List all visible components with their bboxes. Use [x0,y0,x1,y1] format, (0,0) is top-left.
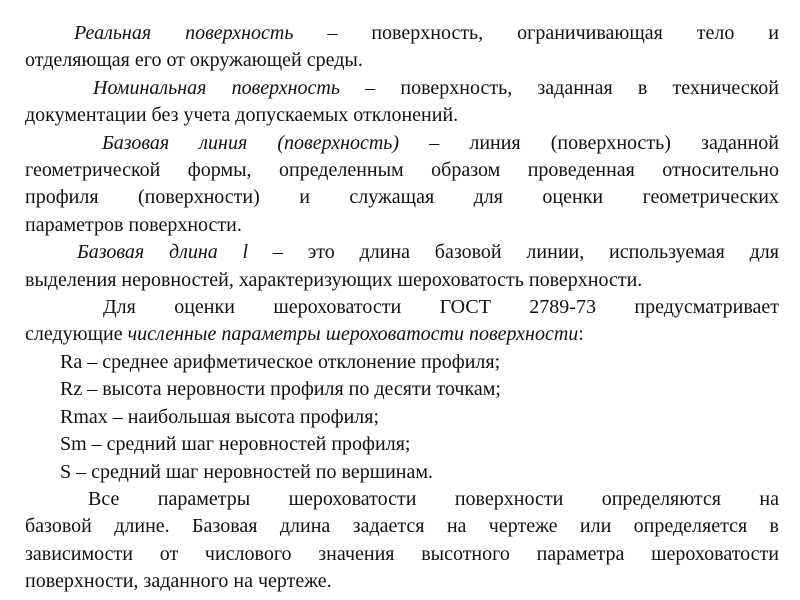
emphasis-numeric-parameters: численные параметры шероховатости поверхности [127,323,579,346]
paragraph-nominal-surface [25,75,779,130]
text-line [25,294,779,321]
paragraph-real-surface [25,20,779,75]
text-line [25,130,779,157]
paragraph-base-length [25,239,779,294]
definition-text: – линия (поверхность) заданной [399,131,779,154]
definition-text: документации без учета допускаемых отклонений. [25,104,459,127]
gost-text: : [578,323,584,346]
definition-text: – это длина базовой линии, используемая для [248,241,779,264]
definition-text: отделяющая его от окружающей среды. [25,49,363,72]
parameter-item-rmax [25,404,779,431]
parameter-text: Rmax – наибольшая высота профиля; [60,405,380,428]
text-line [25,102,779,129]
parameter-item-rz [25,376,779,403]
text-line [25,541,779,568]
term-real-surface: Реальная поверхность [74,22,294,44]
paragraph-gost [25,294,779,349]
parameter-item-sm [25,431,779,458]
text-line [25,321,779,348]
definition-text: профиля (поверхности) и служащая для оценки геометрических [25,186,779,209]
text-line [25,75,779,102]
closing-text: поверхности, заданного на чертеже. [25,570,332,593]
text-line [25,267,779,294]
text-line [25,486,779,513]
parameter-text: S – средний шаг неровностей по вершинам. [60,460,434,483]
text-line [25,212,779,239]
paragraph-closing [25,486,779,596]
term-nominal-surface: Номинальная поверхность [93,76,340,99]
parameter-text: Rz – высота неровности профиля по десяти точкам; [60,378,501,401]
parameter-text: Sm – средний шаг неровностей профиля; [60,433,411,456]
definition-text: – поверхность, ограничивающая тело и [293,22,779,44]
text-line [25,184,779,211]
definition-text: – поверхность, заданная в технической [339,76,779,99]
parameter-list [25,349,779,486]
term-base-line: Базовая линия (поверхность) [102,131,400,154]
text-line [25,47,779,74]
parameter-item-ra [25,349,779,376]
term-base-length: Базовая длина l [77,241,249,264]
text-line [25,239,779,266]
gost-text: Для оценки шероховатости ГОСТ 2789-73 предусматривает [103,296,779,319]
closing-text: Все параметры шероховатости поверхности определяются на [88,487,779,510]
definition-text: геометрической формы, определенным образом проведенная относительно [25,159,779,182]
text-line [25,513,779,540]
definition-text: параметров поверхности. [25,213,242,236]
text-line [25,157,779,184]
closing-text: базовой длине. Базовая длина задается на чертеже или определяется в [25,515,779,538]
closing-text: зависимости от числового значения высотного параметра шероховатости [25,542,779,565]
text-line [25,568,779,595]
text-line [25,20,779,47]
paragraph-base-line [25,130,779,240]
parameter-text: Ra – среднее арифметическое отклонение профиля; [60,350,501,373]
definition-text: выделения неровностей, характеризующих шероховатость поверхности. [25,268,643,291]
parameter-item-s [25,459,779,486]
gost-text: следующие [25,323,128,346]
